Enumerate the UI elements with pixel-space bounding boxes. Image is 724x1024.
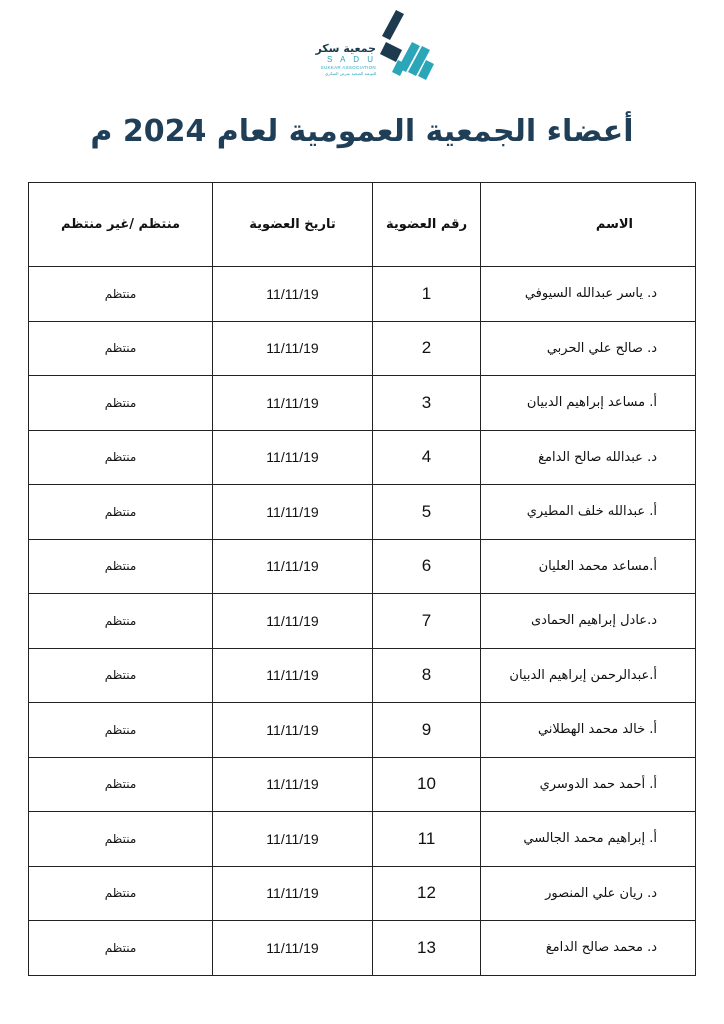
table-row: [29, 703, 696, 758]
association-logo: [310, 10, 434, 90]
members-table: [28, 182, 696, 976]
member-number: 4: [373, 430, 481, 485]
member-status: منتظم: [29, 594, 213, 649]
member-number: 5: [373, 485, 481, 540]
header-status: منتظم /غير منتظم: [29, 183, 213, 267]
table-row: [29, 376, 696, 431]
member-name: د. ريان علي المنصور: [481, 866, 696, 921]
member-name: أ. أحمد حمد الدوسري: [481, 757, 696, 812]
member-date: 11/11/19: [213, 703, 373, 758]
logo-latin-name: S A D U: [326, 55, 376, 64]
member-name: أ. إبراهيم محمد الجالسي: [481, 812, 696, 867]
member-status: منتظم: [29, 648, 213, 703]
table-header-row: [29, 183, 696, 267]
member-date: 11/11/19: [213, 757, 373, 812]
header-name: الاسم: [481, 183, 696, 267]
table-row: [29, 757, 696, 812]
header-membership-number: رقم العضوية: [373, 183, 481, 267]
member-number: 10: [373, 757, 481, 812]
member-number: 11: [373, 812, 481, 867]
member-status: منتظم: [29, 539, 213, 594]
member-status: منتظم: [29, 430, 213, 485]
member-name: أ. خالد محمد الهطلاني: [481, 703, 696, 758]
member-date: 11/11/19: [213, 812, 373, 867]
member-date: 11/11/19: [213, 921, 373, 976]
table-row: [29, 321, 696, 376]
table-row: [29, 485, 696, 540]
table-row: [29, 866, 696, 921]
page-title: أعضاء الجمعية العمومية لعام 2024 م: [90, 114, 634, 149]
sadu-pattern-icon: [380, 10, 434, 86]
member-status: منتظم: [29, 321, 213, 376]
member-status: منتظم: [29, 267, 213, 322]
logo-wordmark: [310, 42, 376, 77]
logo-arabic-name: جمعية سكر: [315, 42, 376, 55]
member-number: 6: [373, 539, 481, 594]
member-date: 11/11/19: [213, 430, 373, 485]
table-row: [29, 267, 696, 322]
member-name: د.عادل إبراهيم الحمادى: [481, 594, 696, 649]
logo-subtitle: للتوعية الصحية بمرض السكري: [324, 71, 376, 76]
table-row: [29, 648, 696, 703]
member-date: 11/11/19: [213, 376, 373, 431]
member-name: د. عبدالله صالح الدامغ: [481, 430, 696, 485]
member-date: 11/11/19: [213, 485, 373, 540]
member-date: 11/11/19: [213, 321, 373, 376]
member-date: 11/11/19: [213, 648, 373, 703]
member-status: منتظم: [29, 703, 213, 758]
member-number: 8: [373, 648, 481, 703]
table-row: [29, 594, 696, 649]
header-membership-date: تاريخ العضوية: [213, 183, 373, 267]
logo-english-name: SUKKAR ASSOCIATION: [320, 65, 376, 70]
member-status: منتظم: [29, 812, 213, 867]
member-name: أ.عبدالرحمن إبراهيم الدبيان: [481, 648, 696, 703]
member-name: أ. عبدالله خلف المطيري: [481, 485, 696, 540]
table-row: [29, 430, 696, 485]
member-status: منتظم: [29, 921, 213, 976]
member-status: منتظم: [29, 376, 213, 431]
table-row: [29, 812, 696, 867]
member-number: 3: [373, 376, 481, 431]
member-number: 7: [373, 594, 481, 649]
member-date: 11/11/19: [213, 267, 373, 322]
member-number: 1: [373, 267, 481, 322]
table-row: [29, 921, 696, 976]
member-status: منتظم: [29, 866, 213, 921]
member-name: د. صالح علي الحربي: [481, 321, 696, 376]
member-number: 2: [373, 321, 481, 376]
member-date: 11/11/19: [213, 594, 373, 649]
member-number: 13: [373, 921, 481, 976]
member-name: أ. مساعد إبراهيم الدبيان: [481, 376, 696, 431]
member-status: منتظم: [29, 757, 213, 812]
member-name: أ.مساعد محمد العليان: [481, 539, 696, 594]
members-table-body: [29, 267, 696, 976]
member-date: 11/11/19: [213, 866, 373, 921]
member-number: 9: [373, 703, 481, 758]
member-number: 12: [373, 866, 481, 921]
member-status: منتظم: [29, 485, 213, 540]
member-name: د. ياسر عبدالله السيوفي: [481, 267, 696, 322]
table-row: [29, 539, 696, 594]
member-name: د. محمد صالح الدامغ: [481, 921, 696, 976]
member-date: 11/11/19: [213, 539, 373, 594]
